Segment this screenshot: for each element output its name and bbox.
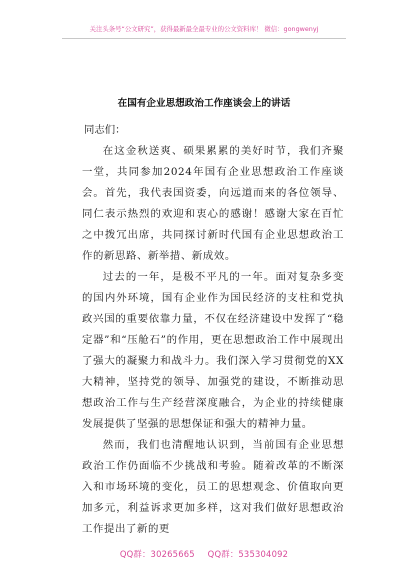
header-banner: 关注头条号“公文研究”，获得最新最全最专业的公文资料库！ 微信：gongwenyj (89, 25, 319, 33)
footer-qq-group-1: QQ群：30265665 (119, 549, 195, 559)
paragraph: 在这金秋送爽、硕果累累的美好时节，我们齐聚一堂，共同参加2024年国有企业思想政治工作座谈会。首先，我代表国资委，向远道而来的各位领导、同仁表示热烈的欢迎和衷心的感谢！感谢大家在百忙之中拨冗出席，共同探讨新时代国有企业思想政治工作的新思路、新举措、新成效。 (82, 145, 344, 262)
paragraph: 过去的一年，是极不平凡的一年。面对复杂多变的国内外环境，国有企业作为国民经济的支柱和党执政兴国的重要依靠力量，不仅在经济建设中发挥了“稳定器”和“压舱石”的作用，更在思想政治工作中展现出了强大的凝聚力和战斗力。我们深入学习贯彻党的XX大精神，坚持党的领导、加强党的建设，不断推动思想政治工作与生产经营深度融合，为企业的持续健康发展提供了坚强的思想保证和强大的精神力量。 (82, 271, 344, 430)
header-divider (62, 38, 346, 39)
document-body (82, 120, 344, 540)
document-title: 在国有企业思想政治工作座谈会上的讲话 (117, 98, 291, 109)
footer-qq-group-2: QQ群：535304092 (207, 549, 289, 559)
salutation: 同志们： (84, 124, 126, 136)
footer-contact (0, 548, 408, 560)
paragraph: 然而，我们也清醒地认识到，当前国有企业思想政治工作仍面临不少挑战和考验。随着改革的不断深入和市场环境的变化，员工的思想观念、价值取向更加多元，利益诉求更加多样，这对我们做好思想政治工作提出了新的更 (82, 439, 344, 535)
